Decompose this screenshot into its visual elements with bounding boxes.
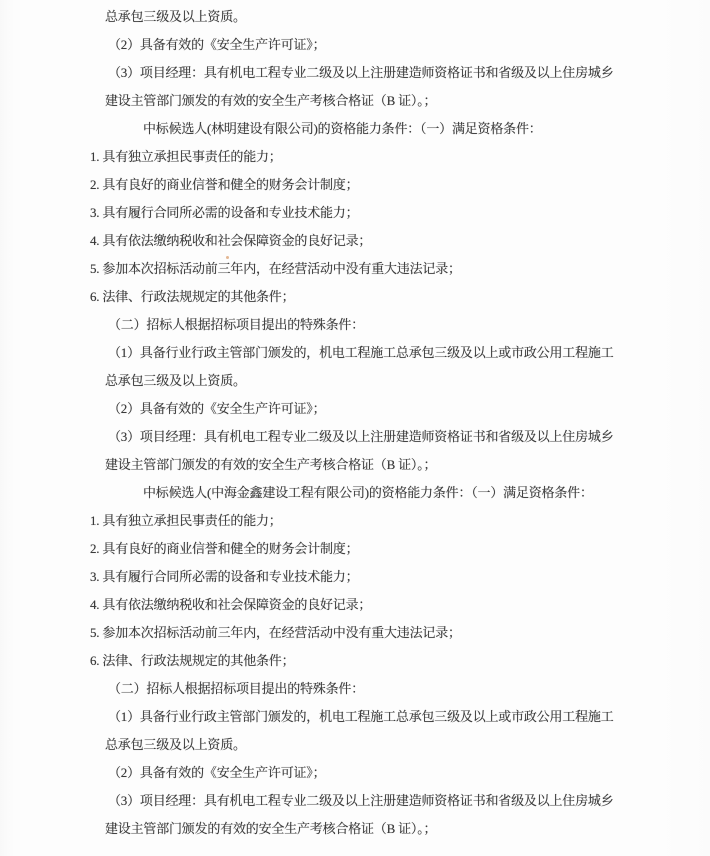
document-line: 3. 具有履行合同所必需的设备和专业技术能力； [90,569,359,584]
document-line: 建设主管部门颁发的有效的安全生产考核合格证（B 证）。； [105,821,437,836]
document-line: 建设主管部门颁发的有效的安全生产考核合格证（B 证）。； [105,457,437,472]
document-line: （2）具备有效的《安全生产许可证》； [108,401,326,416]
document-line: 4. 具有依法缴纳税收和社会保障资金的良好记录； [90,233,372,248]
document-line: 5. 参加本次招标活动前三年内，在经营活动中没有重大违法记录； [90,625,461,640]
document-line: 6. 法律、行政法规规定的其他条件； [90,289,295,304]
document-line: （3）项目经理：具有机电工程专业二级及以上注册建造师资格证书和省级及以上住房城乡 [108,793,614,808]
document-line: （2）具备有效的《安全生产许可证》； [108,37,326,52]
document-line: 6. 法律、行政法规规定的其他条件； [90,653,295,668]
document-line: 2. 具有良好的商业信誉和健全的财务会计制度； [90,177,359,192]
document-line: （2）具备有效的《安全生产许可证》； [108,765,326,780]
document-text [90,3,645,843]
document-line: 5. 参加本次招标活动前三年内，在经营活动中没有重大违法记录； [90,261,461,276]
scan-speck [226,256,229,259]
document-line: 中标候选人(中海金鑫建设工程有限公司)的资格能力条件：（一）满足资格条件： [143,485,593,500]
document-line: （3）项目经理：具有机电工程专业二级及以上注册建造师资格证书和省级及以上住房城乡 [108,65,614,80]
document-line: 总承包三级及以上资质。 [105,9,246,24]
document-line: （二）招标人根据招标项目提出的特殊条件： [108,681,365,696]
document-line: （二）招标人根据招标项目提出的特殊条件： [108,317,365,332]
document-line: 4. 具有依法缴纳税收和社会保障资金的良好记录； [90,597,372,612]
document-line: 2. 具有良好的商业信誉和健全的财务会计制度； [90,541,359,556]
document-line: （1）具备行业行政主管部门颁发的，机电工程施工总承包三级及以上或市政公用工程施工 [108,709,614,724]
document-line: （3）项目经理：具有机电工程专业二级及以上注册建造师资格证书和省级及以上住房城乡 [108,429,614,444]
document-line: （1）具备行业行政主管部门颁发的，机电工程施工总承包三级及以上或市政公用工程施工 [108,345,614,360]
document-line: 1. 具有独立承担民事责任的能力； [90,513,282,528]
document-line: 1. 具有独立承担民事责任的能力； [90,149,282,164]
document-line: 3. 具有履行合同所必需的设备和专业技术能力； [90,205,359,220]
document-line: 总承包三级及以上资质。 [105,737,246,752]
document-line: 建设主管部门颁发的有效的安全生产考核合格证（B 证）。； [105,93,437,108]
document-line: 中标候选人(林明建设有限公司)的资格能力条件：（一）满足资格条件： [143,121,542,136]
document-line: 总承包三级及以上资质。 [105,373,246,388]
